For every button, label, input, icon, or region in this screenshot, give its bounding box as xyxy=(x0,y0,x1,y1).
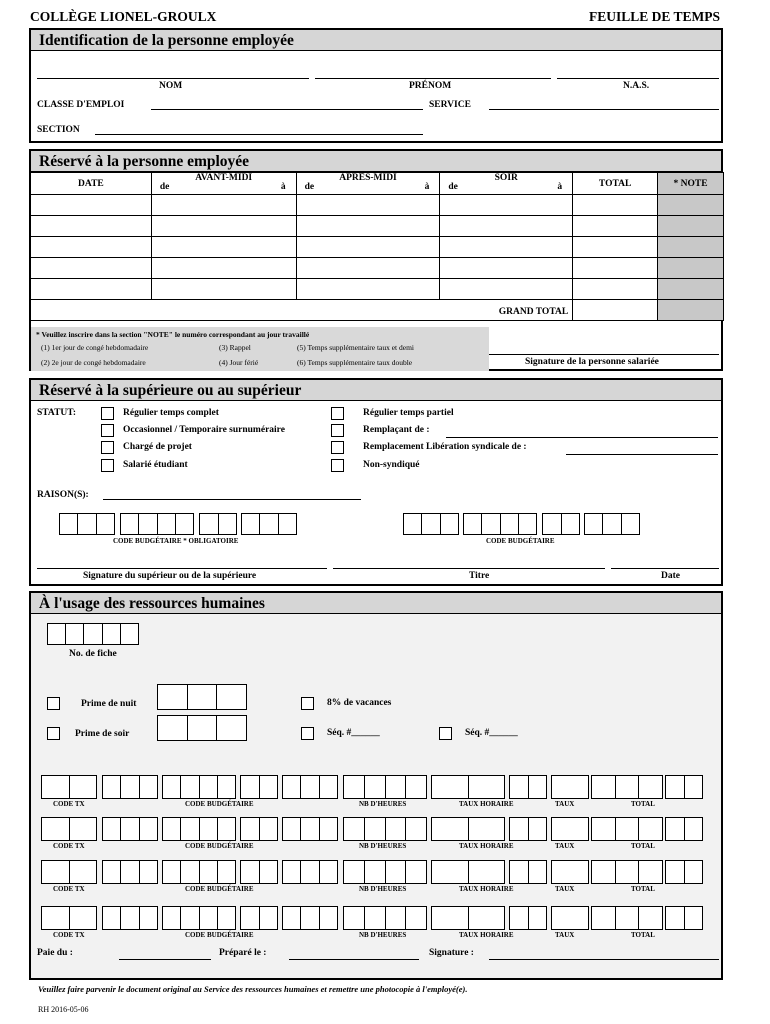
rh-code-field[interactable] xyxy=(102,775,158,799)
code-budget-2c[interactable] xyxy=(542,513,580,535)
rh-signature-label: Signature : xyxy=(429,948,474,958)
soir-a: à xyxy=(557,182,563,192)
service-label: SERVICE xyxy=(429,100,471,110)
rh-code-field[interactable] xyxy=(343,860,427,884)
rh-code-field[interactable] xyxy=(431,906,505,930)
rh-code-field[interactable] xyxy=(162,860,236,884)
rh-taux-label: TAUX xyxy=(555,931,575,939)
rh-nb-heures-label: NB D'HEURES xyxy=(359,842,407,850)
date-label: Date xyxy=(661,571,680,581)
employee-section xyxy=(29,149,723,371)
employee-signature-field[interactable] xyxy=(489,354,719,355)
rh-code-field[interactable] xyxy=(591,817,663,841)
rh-code-budget-label: CODE BUDGÉTAIRE xyxy=(185,800,254,808)
col-pm-header: APRÈS-MIDI xyxy=(339,173,397,183)
rh-code-field[interactable] xyxy=(551,860,589,884)
rh-code-field[interactable] xyxy=(551,817,589,841)
service-field[interactable] xyxy=(489,109,719,110)
checkbox-prime-nuit[interactable] xyxy=(47,697,60,710)
checkbox-charge-projet[interactable] xyxy=(101,441,114,454)
rh-total-label: TOTAL xyxy=(631,842,655,850)
option-regulier-partiel: Régulier temps partiel xyxy=(363,408,454,418)
form-title: FEUILLE DE TEMPS xyxy=(588,9,720,24)
checkbox-remplacant[interactable] xyxy=(331,424,344,437)
employee-signature-label: Signature de la personne salariée xyxy=(525,357,659,367)
employee-title: Réservé à la personne employée xyxy=(31,151,721,172)
grand-total-label: GRAND TOTAL xyxy=(31,300,573,321)
rh-code-field[interactable] xyxy=(282,775,338,799)
col-soir-header: SOIR xyxy=(494,173,518,183)
rh-code-field[interactable] xyxy=(591,860,663,884)
prepare-le-label: Préparé le : xyxy=(219,948,267,958)
note-3: (3) Rappel xyxy=(219,343,251,352)
prenom-label: PRÉNOM xyxy=(409,81,452,91)
section-field[interactable] xyxy=(95,134,423,135)
code-budget-1b[interactable] xyxy=(120,513,194,535)
nas-label: N.A.S. xyxy=(623,81,650,91)
section-label: SECTION xyxy=(37,125,80,135)
rh-code-field[interactable] xyxy=(41,860,97,884)
rh-nb-heures-label: NB D'HEURES xyxy=(359,800,407,808)
sup-signature-label: Signature du supérieur ou de la supérieure xyxy=(83,571,257,581)
superieur-title: Réservé à la supérieure ou au supérieur xyxy=(31,380,721,401)
rh-code-field[interactable] xyxy=(282,906,338,930)
rh-code-field[interactable] xyxy=(102,906,158,930)
code-budget-oblig-label: CODE BUDGÉTAIRE * OBLIGATOIRE xyxy=(113,537,239,545)
raison-label: RAISON(S): xyxy=(37,490,89,500)
rh-code-field[interactable] xyxy=(431,817,505,841)
note-4: (4) Jour férié xyxy=(219,358,259,367)
checkbox-vacances[interactable] xyxy=(301,697,314,710)
pm-de: de xyxy=(304,182,315,192)
raison-field[interactable] xyxy=(103,499,361,500)
grand-total-field[interactable] xyxy=(573,300,658,321)
classe-label: CLASSE D'EMPLOI xyxy=(37,100,125,110)
rh-code-field[interactable] xyxy=(240,817,278,841)
option-non-syndique: Non-syndiqué xyxy=(363,460,420,470)
col-note-header: * NOTE xyxy=(658,173,724,195)
paie-du-label: Paie du : xyxy=(37,948,73,958)
checkbox-seq-2[interactable] xyxy=(439,727,452,740)
checkbox-seq-1[interactable] xyxy=(301,727,314,740)
date-field[interactable] xyxy=(611,568,719,569)
checkbox-non-syndique[interactable] xyxy=(331,459,344,472)
notes-intro: * Veuillez inscrire dans la section "NOTE" le numéro correspondant au jour travaillé xyxy=(36,330,310,339)
col-am-header: AVANT-MIDI xyxy=(195,173,253,183)
rh-code-field[interactable] xyxy=(509,775,547,799)
note-2: (2) 2e jour de congé hebdomadaire xyxy=(41,358,146,367)
prime-soir-label: Prime de soir xyxy=(75,729,130,739)
rh-code-field[interactable] xyxy=(665,906,703,930)
rh-total-label: TOTAL xyxy=(631,885,655,893)
no-fiche-field[interactable] xyxy=(47,623,139,645)
prime-soir-field[interactable] xyxy=(157,715,247,741)
paie-du-field[interactable] xyxy=(119,959,211,960)
rh-code-field[interactable] xyxy=(551,906,589,930)
rh-signature-field[interactable] xyxy=(489,959,719,960)
rh-code-field[interactable] xyxy=(240,906,278,930)
rh-code-field[interactable] xyxy=(509,860,547,884)
remplacant-field[interactable] xyxy=(446,437,718,438)
statut-label: STATUT: xyxy=(37,408,77,418)
option-liberation: Remplacement Libération syndicale de : xyxy=(363,442,527,452)
code-budget-label: CODE BUDGÉTAIRE xyxy=(486,537,555,545)
identification-section xyxy=(29,28,723,143)
classe-field[interactable] xyxy=(151,109,423,110)
rh-code-field[interactable] xyxy=(282,817,338,841)
nom-label: NOM xyxy=(159,81,183,91)
rh-nb-heures-label: NB D'HEURES xyxy=(359,931,407,939)
rh-taux-horaire-label: TAUX HORAIRE xyxy=(459,931,514,939)
option-regulier-complet: Régulier temps complet xyxy=(123,408,219,418)
rh-code-tx-label: CODE TX xyxy=(53,931,85,939)
code-budget-2b[interactable] xyxy=(463,513,537,535)
rh-code-field[interactable] xyxy=(509,817,547,841)
rh-code-field[interactable] xyxy=(665,775,703,799)
am-de: de xyxy=(159,182,170,192)
code-budget-1d[interactable] xyxy=(241,513,297,535)
footer-ref: RH 2016-05-06 xyxy=(38,1005,89,1014)
prime-nuit-label: Prime de nuit xyxy=(81,699,137,709)
titre-label: Titre xyxy=(469,571,490,581)
rh-code-field[interactable] xyxy=(240,775,278,799)
table-row[interactable] xyxy=(31,237,724,258)
nom-field[interactable] xyxy=(37,78,309,79)
titre-field[interactable] xyxy=(333,568,605,569)
rh-code-field[interactable] xyxy=(282,860,338,884)
checkbox-regulier-partiel[interactable] xyxy=(331,407,344,420)
rh-code-field[interactable] xyxy=(343,817,427,841)
rh-taux-horaire-label: TAUX HORAIRE xyxy=(459,842,514,850)
pm-a: à xyxy=(424,182,430,192)
checkbox-prime-soir[interactable] xyxy=(47,727,60,740)
table-row[interactable] xyxy=(31,279,724,300)
vacances-label: 8% de vacances xyxy=(327,698,392,708)
rh-code-field[interactable] xyxy=(41,817,97,841)
note-1: (1) 1er jour de congé hebdomadaire xyxy=(41,343,149,352)
rh-taux-horaire-label: TAUX HORAIRE xyxy=(459,800,514,808)
liberation-field[interactable] xyxy=(566,454,718,455)
rh-nb-heures-label: NB D'HEURES xyxy=(359,885,407,893)
college-name: COLLÈGE LIONEL-GROULX xyxy=(30,9,217,24)
rh-code-field[interactable] xyxy=(343,906,427,930)
notes-box xyxy=(31,327,489,371)
rh-code-budget-label: CODE BUDGÉTAIRE xyxy=(185,885,254,893)
rh-code-field[interactable] xyxy=(102,817,158,841)
rh-code-field[interactable] xyxy=(41,775,97,799)
checkbox-regulier-complet[interactable] xyxy=(101,407,114,420)
rh-code-tx-label: CODE TX xyxy=(53,885,85,893)
superieur-section xyxy=(29,378,723,586)
prenom-field[interactable] xyxy=(315,78,551,79)
code-budget-2d[interactable] xyxy=(584,513,640,535)
code-budget-2a[interactable] xyxy=(403,513,459,535)
rh-code-tx-label: CODE TX xyxy=(53,800,85,808)
time-table xyxy=(30,172,724,321)
nas-field[interactable] xyxy=(557,78,719,79)
table-row[interactable] xyxy=(31,195,724,216)
rh-total-label: TOTAL xyxy=(631,800,655,808)
footer-note: Veuillez faire parvenir le document original au Service des ressources humaines et remettre une photocopie à l'employé(e). xyxy=(38,984,468,994)
option-etudiant: Salarié étudiant xyxy=(123,460,188,470)
code-budget-1a[interactable] xyxy=(59,513,115,535)
rh-title: À l'usage des ressources humaines xyxy=(31,593,721,614)
note-6: (6) Temps supplémentaire taux double xyxy=(297,358,413,367)
checkbox-occasionnel[interactable] xyxy=(101,424,114,437)
soir-de: de xyxy=(448,182,458,192)
rh-code-field[interactable] xyxy=(162,817,236,841)
rh-section xyxy=(29,591,723,980)
rh-code-field[interactable] xyxy=(102,860,158,884)
option-remplacant: Remplaçant de : xyxy=(363,425,430,435)
rh-code-field[interactable] xyxy=(551,775,589,799)
rh-code-budget-label: CODE BUDGÉTAIRE xyxy=(185,931,254,939)
am-a: à xyxy=(280,182,286,192)
rh-code-field[interactable] xyxy=(343,775,427,799)
rh-code-field[interactable] xyxy=(591,906,663,930)
col-total-header: TOTAL xyxy=(573,173,658,195)
rh-code-budget-label: CODE BUDGÉTAIRE xyxy=(185,842,254,850)
option-charge-projet: Chargé de projet xyxy=(123,442,192,452)
rh-code-field[interactable] xyxy=(431,775,505,799)
table-row[interactable] xyxy=(31,258,724,279)
prime-nuit-field[interactable] xyxy=(157,684,247,710)
rh-code-field[interactable] xyxy=(431,860,505,884)
no-fiche-label: No. de fiche xyxy=(69,649,117,659)
seq-1-label: Séq. #______ xyxy=(327,728,380,738)
col-date-header: DATE xyxy=(31,173,152,195)
rh-taux-label: TAUX xyxy=(555,842,575,850)
rh-code-field[interactable] xyxy=(665,860,703,884)
table-row[interactable] xyxy=(31,216,724,237)
code-budget-1c[interactable] xyxy=(199,513,237,535)
rh-code-field[interactable] xyxy=(162,775,236,799)
note-5: (5) Temps supplémentaire taux et demi xyxy=(297,343,415,352)
identification-title: Identification de la personne employée xyxy=(31,30,721,51)
rh-code-field[interactable] xyxy=(240,860,278,884)
rh-taux-label: TAUX xyxy=(555,885,575,893)
rh-total-label: TOTAL xyxy=(631,931,655,939)
sup-signature-field[interactable] xyxy=(37,568,327,569)
prepare-le-field[interactable] xyxy=(289,959,419,960)
rh-taux-horaire-label: TAUX HORAIRE xyxy=(459,885,514,893)
rh-code-field[interactable] xyxy=(509,906,547,930)
rh-code-field[interactable] xyxy=(665,817,703,841)
seq-2-label: Séq. #______ xyxy=(465,728,518,738)
checkbox-liberation[interactable] xyxy=(331,441,344,454)
rh-code-field[interactable] xyxy=(591,775,663,799)
rh-code-field[interactable] xyxy=(162,906,236,930)
rh-code-tx-label: CODE TX xyxy=(53,842,85,850)
checkbox-etudiant[interactable] xyxy=(101,459,114,472)
rh-taux-label: TAUX xyxy=(555,800,575,808)
option-occasionnel: Occasionnel / Temporaire surnuméraire xyxy=(123,425,285,435)
rh-code-field[interactable] xyxy=(41,906,97,930)
